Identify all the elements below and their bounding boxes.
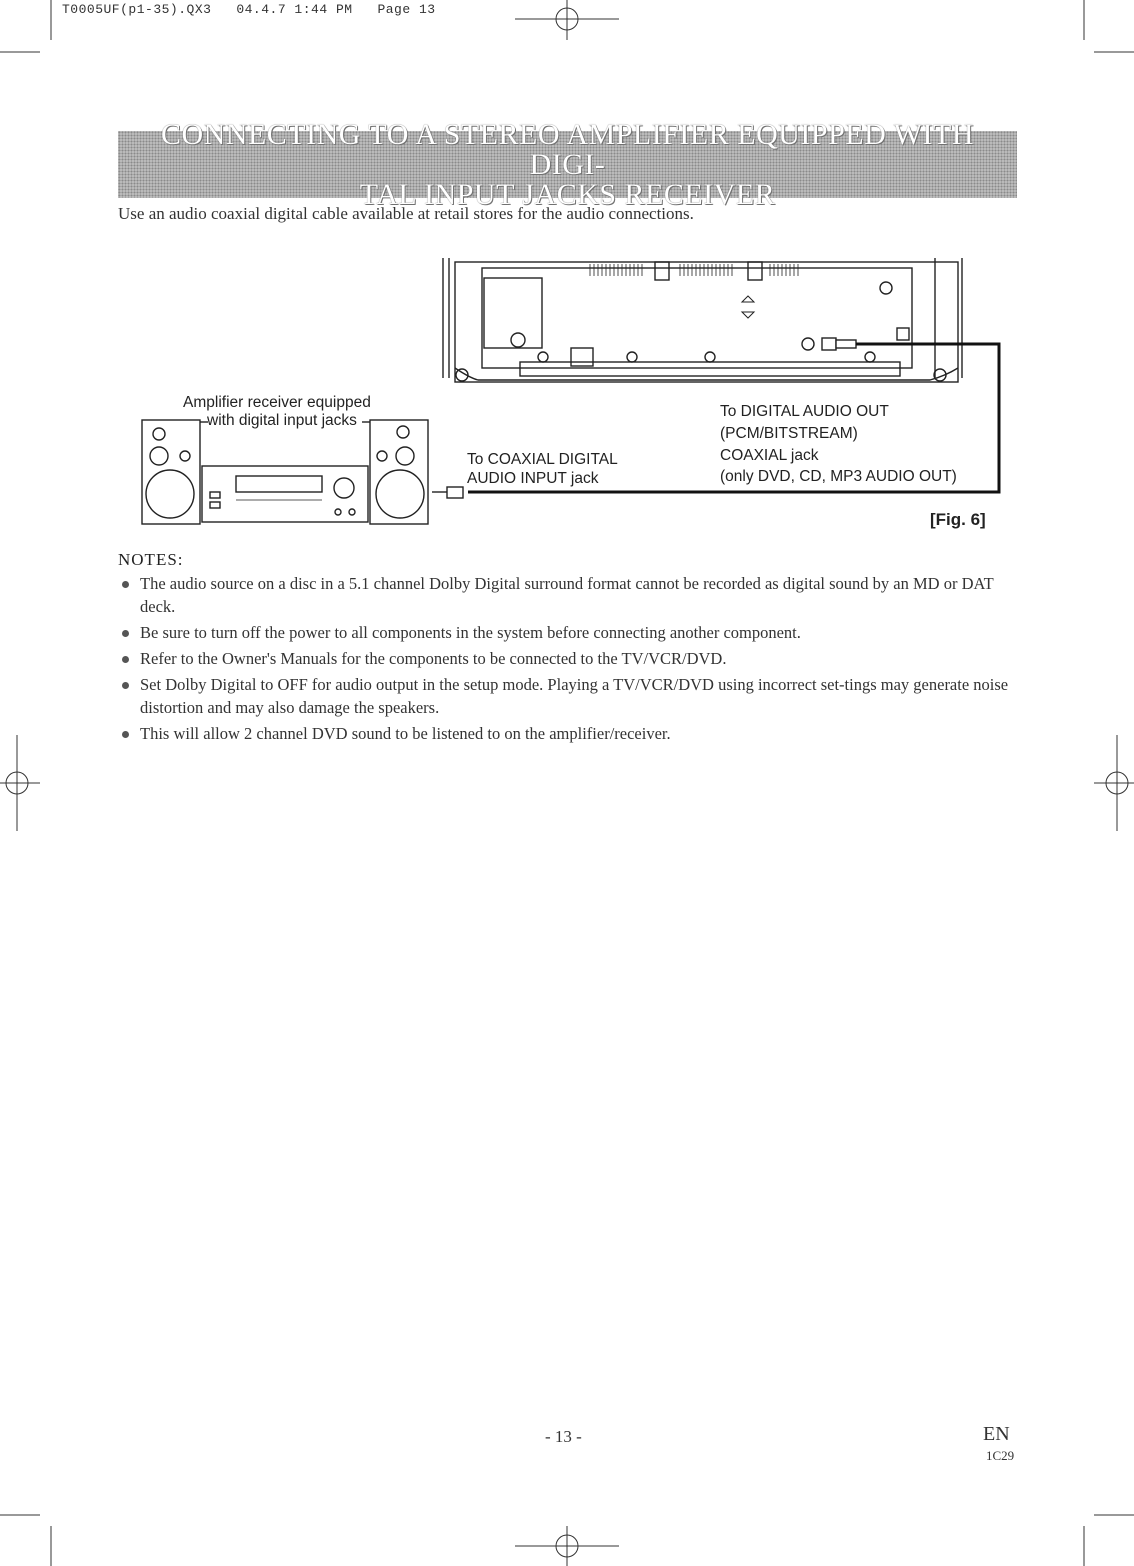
list-item — [118, 621, 1018, 644]
note-text: Set Dolby Digital to OFF for audio output in the setup mode. Playing a TV/VCR/DVD using incorrect set-tings may generate noise distortion and may also damage the speakers. — [140, 675, 1009, 717]
bullet-icon — [122, 731, 129, 738]
tv-coax-plug — [822, 338, 856, 350]
bullet-icon — [122, 656, 129, 663]
amplifier-system-illustration — [142, 420, 428, 524]
list-item — [118, 647, 1018, 670]
page-number: - 13 - — [545, 1427, 582, 1446]
note-text: Be sure to turn off the power to all components in the system before connecting another component. — [140, 623, 801, 642]
digital-out-label-line-1: To DIGITAL AUDIO OUT — [720, 403, 889, 420]
section-title-line-1: CONNECTING TO A STEREO AMPLIFIER EQUIPPED WITH DIGI- — [160, 117, 975, 181]
notes-heading: NOTES: — [118, 550, 184, 569]
figure-caption: [Fig. 6] — [930, 510, 986, 529]
digital-out-label-line-3: COAXIAL jack — [720, 447, 819, 464]
bullet-icon — [122, 581, 129, 588]
note-text: This will allow 2 channel DVD sound to be listened to on the amplifier/receiver. — [140, 724, 671, 743]
coax-input-label-line-1: To COAXIAL DIGITAL — [467, 451, 618, 468]
list-item — [118, 722, 1018, 745]
list-item — [118, 572, 1018, 618]
language-code: EN — [983, 1423, 1010, 1445]
bullet-icon — [122, 682, 129, 689]
notes-list — [118, 572, 1018, 748]
amp-label-line-2: with digital input jacks — [207, 412, 357, 429]
print-slug: T0005UF(p1-35).QX3 04.4.7 1:44 PM Page 13 — [62, 2, 436, 17]
digital-out-label-line-4: (only DVD, CD, MP3 AUDIO OUT) — [720, 468, 957, 485]
note-text: Refer to the Owner's Manuals for the components to be connected to the TV/VCR/DVD. — [140, 649, 727, 668]
list-item — [118, 673, 1018, 719]
amp-label-line-1: Amplifier receiver equipped — [183, 394, 371, 411]
document-code: 1C29 — [986, 1448, 1015, 1463]
amp-coax-plug — [432, 487, 463, 498]
bullet-icon — [122, 630, 129, 637]
note-text: The audio source on a disc in a 5.1 channel Dolby Digital surround format cannot be recorded as digital sound by an MD or DAT deck. — [140, 574, 994, 616]
section-title-line-2: TAL INPUT JACKS RECEIVER — [359, 177, 776, 211]
intro-text: Use an audio coaxial digital cable available at retail stores for the audio connections. — [118, 204, 694, 223]
tv-rear-panel-illustration — [443, 258, 962, 382]
coax-input-label-line-2: AUDIO INPUT jack — [467, 470, 599, 487]
digital-out-label-line-2: (PCM/BITSTREAM) — [720, 425, 858, 442]
